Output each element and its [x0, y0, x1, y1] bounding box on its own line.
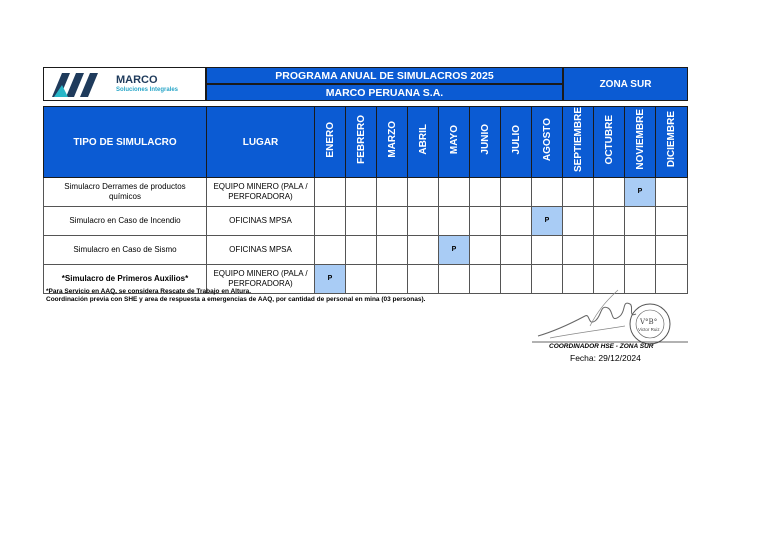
month-cell — [408, 178, 439, 207]
month-cell — [625, 236, 656, 265]
month-header — [377, 107, 408, 178]
place-cell: OFICINAS MPSA — [207, 236, 315, 265]
signature-date: Fecha: 29/12/2024 — [570, 353, 641, 363]
place-cell: EQUIPO MINERO (PALA / PERFORADORA) — [207, 178, 315, 207]
month-cell — [625, 207, 656, 236]
note-coordination: Coordinación previa con SHE y area de respuesta a emergencias de AAQ, por cantidad de personal en mina (03 personas). — [46, 296, 426, 303]
month-cell — [315, 178, 346, 207]
month-cell — [563, 178, 594, 207]
month-header — [563, 107, 594, 178]
month-cell — [346, 265, 377, 294]
month-cell — [563, 236, 594, 265]
drill-type-cell: Simulacro Derrames de productos químicos — [44, 178, 207, 207]
month-cell — [377, 236, 408, 265]
month-label: ENERO — [324, 121, 336, 158]
stamp-name: Victor Ruiz — [638, 327, 660, 332]
month-header — [439, 107, 470, 178]
brand-tagline: Soluciones Integrales — [116, 87, 179, 93]
month-cell — [594, 236, 625, 265]
month-cell: P — [532, 207, 563, 236]
drill-type-cell: Simulacro en Caso de Incendio — [44, 207, 207, 236]
month-cell — [346, 178, 377, 207]
month-header — [408, 107, 439, 178]
month-header — [315, 107, 346, 178]
month-cell — [501, 265, 532, 294]
month-cell — [377, 265, 408, 294]
month-header — [594, 107, 625, 178]
month-label: SEPTIEMBRE — [572, 107, 584, 173]
signer-role: COORDINADOR HSE - ZONA SUR — [549, 343, 654, 350]
month-cell — [439, 178, 470, 207]
month-cell — [594, 207, 625, 236]
table-row — [44, 178, 688, 207]
table-row — [44, 236, 688, 265]
place-cell: EQUIPO MINERO (PALA / PERFORADORA) — [207, 265, 315, 294]
month-cell — [656, 236, 688, 265]
month-label: MAYO — [448, 124, 460, 155]
month-cell — [470, 207, 501, 236]
month-cell — [470, 178, 501, 207]
month-label: NOVIEMBRE — [634, 109, 646, 170]
month-label: ABRIL — [417, 124, 429, 155]
month-cell — [315, 207, 346, 236]
table-row — [44, 207, 688, 236]
month-cell — [532, 178, 563, 207]
month-cell — [656, 178, 688, 207]
month-header — [532, 107, 563, 178]
zone-label: ZONA SUR — [563, 67, 688, 101]
month-cell — [408, 236, 439, 265]
month-cell — [656, 207, 688, 236]
month-cell — [470, 236, 501, 265]
schedule-table — [43, 106, 688, 294]
signature-graphic — [530, 286, 690, 346]
month-label: MARZO — [386, 121, 398, 158]
col-header-type: TIPO DE SIMULACRO — [44, 107, 207, 178]
brand-name: MARCO — [116, 74, 158, 86]
month-cell — [408, 265, 439, 294]
month-label: JUNIO — [479, 124, 491, 155]
month-cell — [377, 178, 408, 207]
month-cell — [501, 207, 532, 236]
place-cell: OFICINAS MPSA — [207, 207, 315, 236]
month-cell — [532, 236, 563, 265]
month-label: AGOSTO — [541, 117, 553, 162]
month-header — [625, 107, 656, 178]
month-cell: P — [625, 178, 656, 207]
document-title: PROGRAMA ANUAL DE SIMULACROS 2025 — [206, 67, 563, 84]
stamp-vb: V°B° — [640, 318, 658, 326]
company-logo — [43, 67, 206, 101]
drill-type-cell: *Simulacro de Primeros Auxilios* — [44, 265, 207, 294]
month-cell — [439, 265, 470, 294]
table-header-row — [44, 107, 688, 178]
month-label: FEBRERO — [355, 115, 367, 164]
month-label: JULIO — [510, 124, 522, 155]
month-header — [656, 107, 688, 178]
month-header — [501, 107, 532, 178]
month-cell — [470, 265, 501, 294]
month-cell — [594, 178, 625, 207]
month-cell — [408, 207, 439, 236]
month-cell — [501, 178, 532, 207]
month-label: OCTUBRE — [603, 114, 615, 165]
col-header-place: LUGAR — [207, 107, 315, 178]
month-cell — [315, 236, 346, 265]
month-cell: P — [315, 265, 346, 294]
drill-type-cell: Simulacro en Caso de Sismo — [44, 236, 207, 265]
month-cell — [563, 207, 594, 236]
note-rescue: *Para Servicio en AAQ, se considera Rescate de Trabajo en Altura. — [46, 288, 252, 295]
marco-logo-icon — [50, 71, 108, 99]
month-header — [470, 107, 501, 178]
month-cell: P — [439, 236, 470, 265]
month-cell — [377, 207, 408, 236]
company-subtitle: MARCO PERUANA S.A. — [206, 84, 563, 101]
month-cell — [439, 207, 470, 236]
month-cell — [346, 207, 377, 236]
month-header — [346, 107, 377, 178]
month-cell — [346, 236, 377, 265]
month-label: DICIEMBRE — [666, 111, 677, 168]
month-cell — [501, 236, 532, 265]
